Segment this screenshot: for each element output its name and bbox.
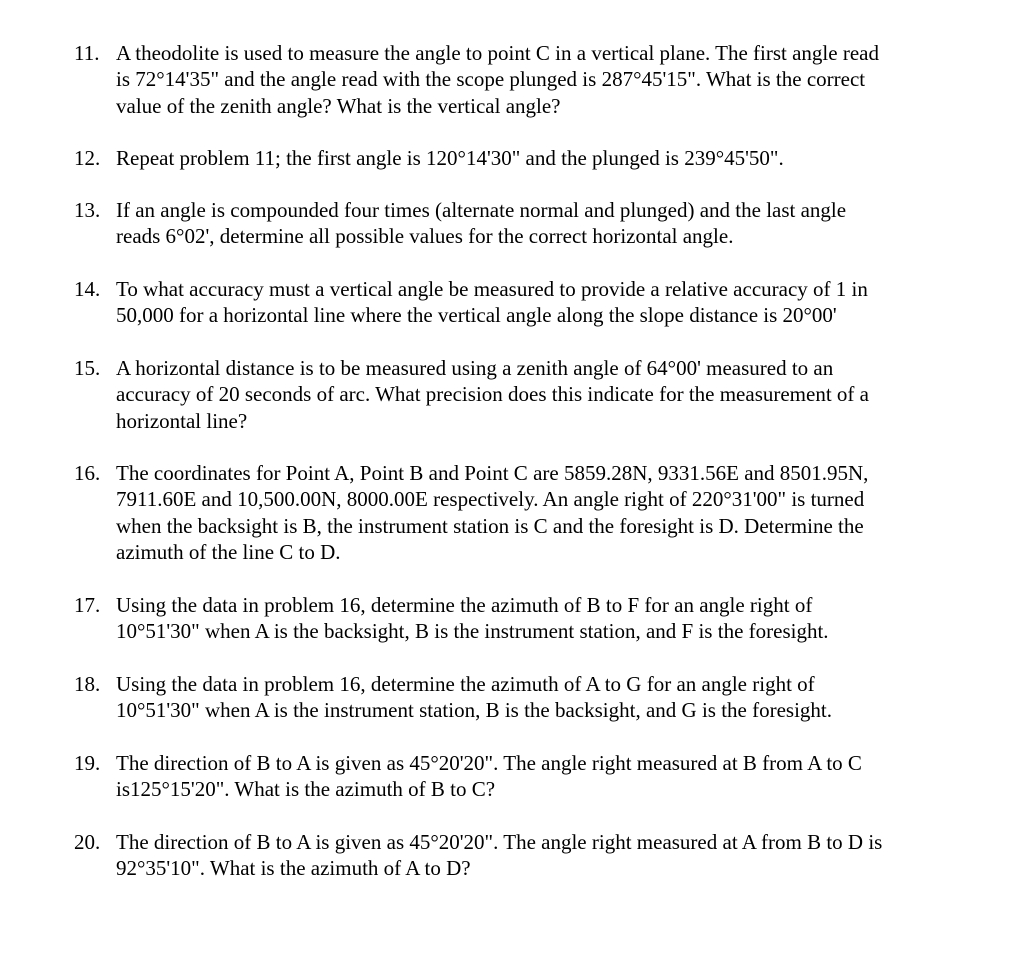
- problem-number: 19.: [74, 751, 101, 775]
- problem-number: 16.: [74, 461, 101, 485]
- text-line: 50,000 for a horizontal line where the vertical angle along the slope distance is 20°00': [116, 303, 837, 328]
- text-line: is125°15'20". What is the azimuth of B to C?: [116, 777, 496, 802]
- text-line: 7911.60E and 10,500.00N, 8000.00E respectively. An angle right of 220°31'00" is turned: [116, 487, 865, 512]
- text-line: Repeat problem 11; the first angle is 120°14'30" and the plunged is 239°45'50".: [116, 146, 784, 170]
- text-line: A theodolite is used to measure the angle to point C in a vertical plane. The first angle read: [116, 41, 879, 65]
- problem-text: [116, 276, 976, 329]
- text-line: azimuth of the line C to D.: [116, 540, 341, 565]
- problem-number: 20.: [74, 830, 101, 854]
- text-line: Using the data in problem 16, determine the azimuth of A to G for an angle right of: [116, 672, 815, 696]
- text-line: accuracy of 20 seconds of arc. What precision does this indicate for the measurement of a: [116, 382, 869, 407]
- text-line: when the backsight is B, the instrument station is C and the foresight is D. Determine the: [116, 513, 864, 538]
- problem-text: [116, 197, 976, 250]
- problem-text: [116, 829, 976, 882]
- problem-number: 12.: [74, 146, 101, 170]
- text-line: 10°51'30" when A is the backsight, B is the instrument station, and F is the foresight.: [116, 619, 829, 644]
- problem-number: 17.: [74, 593, 101, 617]
- problem-text: [116, 145, 976, 171]
- problem-number: 18.: [74, 672, 101, 696]
- text-line: horizontal line?: [116, 408, 248, 433]
- text-line: 10°51'30" when A is the instrument station, B is the backsight, and G is the foresight.: [116, 698, 833, 723]
- text-line: To what accuracy must a vertical angle be measured to provide a relative accuracy of 1 in: [116, 277, 868, 301]
- text-line: The coordinates for Point A, Point B and Point C are 5859.28N, 9331.56E and 8501.95N,: [116, 461, 869, 485]
- text-line: reads 6°02', determine all possible values for the correct horizontal angle.: [116, 224, 734, 249]
- problem-text: [116, 40, 976, 119]
- problem-number: 13.: [74, 198, 101, 222]
- text-line: 92°35'10". What is the azimuth of A to D?: [116, 856, 471, 881]
- problem-number: 15.: [74, 356, 101, 380]
- problem-number: 11.: [74, 41, 100, 65]
- text-line: Using the data in problem 16, determine the azimuth of B to F for an angle right of: [116, 593, 813, 617]
- text-line: The direction of B to A is given as 45°20'20". The angle right measured at B from A to C: [116, 751, 862, 775]
- text-line: is 72°14'35" and the angle read with the scope plunged is 287°45'15". What is the correct: [116, 67, 866, 92]
- problem-text: [116, 592, 976, 645]
- problem-number: 14.: [74, 277, 101, 301]
- text-line: A horizontal distance is to be measured using a zenith angle of 64°00' measured to an: [116, 356, 834, 380]
- text-line: If an angle is compounded four times (alternate normal and plunged) and the last angle: [116, 198, 847, 222]
- problem-text: [116, 671, 976, 724]
- problem-text: [116, 460, 976, 566]
- problem-text: [116, 750, 976, 803]
- text-line: The direction of B to A is given as 45°20'20". The angle right measured at A from B to D is: [116, 830, 883, 854]
- problem-text: [116, 355, 976, 434]
- text-line: value of the zenith angle? What is the vertical angle?: [116, 93, 561, 118]
